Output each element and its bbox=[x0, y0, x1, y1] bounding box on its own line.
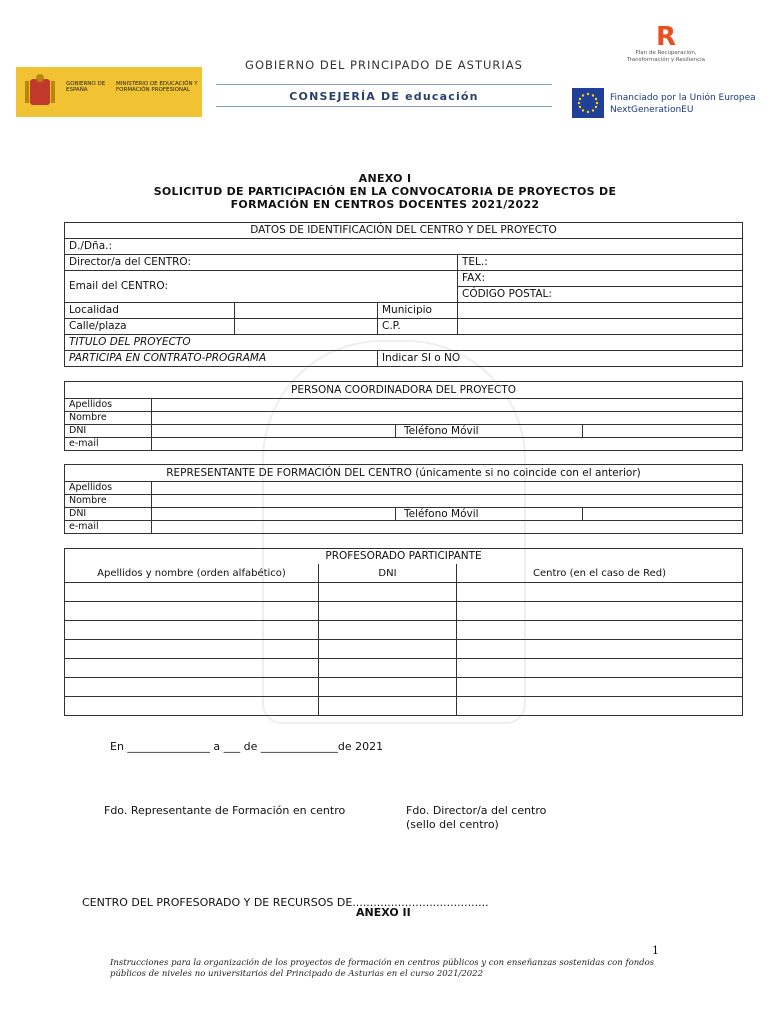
prof-row-2-name[interactable] bbox=[65, 602, 319, 621]
prof-row-7-name[interactable] bbox=[65, 697, 319, 716]
rep-apellidos-input[interactable] bbox=[152, 482, 743, 495]
prof-row-4-name[interactable] bbox=[65, 640, 319, 659]
header-divider-top bbox=[216, 84, 552, 85]
prof-row-1-dni[interactable] bbox=[319, 583, 457, 602]
prof-row-6-name[interactable] bbox=[65, 678, 319, 697]
coord-dni-label: DNI bbox=[65, 425, 152, 438]
rep-nombre-input[interactable] bbox=[152, 495, 743, 508]
prof-row-1-centro[interactable] bbox=[457, 583, 743, 602]
localidad-label: Localidad bbox=[65, 303, 235, 319]
calle-input[interactable] bbox=[235, 319, 378, 335]
prof-row-4-centro[interactable] bbox=[457, 640, 743, 659]
participa-label: PARTICIPA EN CONTRATO-PROGRAMA bbox=[65, 351, 378, 367]
fdo-representante: Fdo. Representante de Formación en centro bbox=[104, 804, 346, 817]
fax-field[interactable]: FAX: bbox=[458, 271, 743, 287]
dona-field[interactable]: D./Dña.: bbox=[65, 239, 743, 255]
footer-instructions bbox=[110, 958, 654, 980]
rep-email-label: e-mail bbox=[65, 521, 152, 534]
prof-row-1-name[interactable] bbox=[65, 583, 319, 602]
prof-row-3-name[interactable] bbox=[65, 621, 319, 640]
coordinadora-table bbox=[64, 381, 743, 451]
col-centro: Centro (en el caso de Red) bbox=[457, 564, 743, 583]
prof-row-3-centro[interactable] bbox=[457, 621, 743, 640]
coord-telefono-label: Teléfono Móvil bbox=[396, 425, 583, 438]
prof-row-2-dni[interactable] bbox=[319, 602, 457, 621]
eu-line2: NextGenerationEU bbox=[610, 105, 694, 115]
prof-row-6-dni[interactable] bbox=[319, 678, 457, 697]
prof-row-7-dni[interactable] bbox=[319, 697, 457, 716]
datos-header: DATOS DE IDENTIFICACIÓN DEL CENTRO Y DEL PROYECTO bbox=[65, 223, 743, 239]
rep-apellidos-label: Apellidos bbox=[65, 482, 152, 495]
municipio-input[interactable] bbox=[458, 303, 743, 319]
col-dni: DNI bbox=[319, 564, 457, 583]
fdo-director: Fdo. Director/a del centro bbox=[406, 804, 547, 817]
coord-nombre-label: Nombre bbox=[65, 412, 152, 425]
prtr-line2: Transformación y Resiliencia bbox=[626, 56, 706, 63]
centro-profesorado-line[interactable]: CENTRO DEL PROFESORADO Y DE RECURSOS DE....................................... bbox=[82, 896, 489, 909]
coord-nombre-input[interactable] bbox=[152, 412, 743, 425]
datos-identificacion-table bbox=[64, 222, 743, 367]
coord-apellidos-input[interactable] bbox=[152, 399, 743, 412]
cp-input[interactable] bbox=[458, 319, 743, 335]
eu-flag-icon bbox=[572, 88, 604, 118]
gov-logo-text: GOBIERNO DE ESPAÑA bbox=[66, 81, 106, 93]
prof-row-7-centro[interactable] bbox=[457, 697, 743, 716]
rep-dni-input[interactable] bbox=[152, 508, 396, 521]
footer-line2: públicos de niveles no universitarios del Principado de Asturias en el curso 2021/2022 bbox=[110, 969, 483, 979]
prof-row-5-dni[interactable] bbox=[319, 659, 457, 678]
anexo-ii-title: ANEXO II bbox=[356, 906, 411, 919]
rep-telefono-input[interactable] bbox=[583, 508, 743, 521]
rep-telefono-label: Teléfono Móvil bbox=[396, 508, 583, 521]
header-divider-bottom bbox=[216, 106, 552, 107]
municipio-label: Municipio bbox=[378, 303, 458, 319]
prof-row-3-dni[interactable] bbox=[319, 621, 457, 640]
codigo-postal-field[interactable]: CÓDIGO POSTAL: bbox=[458, 287, 743, 303]
coat-of-arms-icon bbox=[22, 73, 58, 111]
director-field[interactable]: Director/a del CENTRO: bbox=[65, 255, 458, 271]
gobierno-asturias-title: GOBIERNO DEL PRINCIPADO DE ASTURIAS bbox=[245, 58, 523, 72]
fecha-line[interactable]: En _______________ a ___ de ______________de 2021 bbox=[110, 740, 384, 753]
prof-row-5-centro[interactable] bbox=[457, 659, 743, 678]
prtr-r-icon: R bbox=[655, 22, 677, 52]
col-apellidos-nombre: Apellidos y nombre (orden alfabético) bbox=[65, 564, 319, 583]
profesorado-table bbox=[64, 548, 743, 716]
representante-header: REPRESENTANTE DE FORMACIÓN DEL CENTRO (únicamente si no coincide con el anterior) bbox=[65, 465, 743, 482]
consejeria-title: CONSEJERÍA DE educación bbox=[289, 90, 479, 103]
localidad-input[interactable] bbox=[235, 303, 378, 319]
coord-email-label: e-mail bbox=[65, 438, 152, 451]
document-title bbox=[60, 172, 710, 211]
coord-dni-input[interactable] bbox=[152, 425, 396, 438]
profesorado-header: PROFESORADO PARTICIPANTE bbox=[65, 549, 743, 565]
rep-dni-label: DNI bbox=[65, 508, 152, 521]
ministry-logo-text: MINISTERIO DE EDUCACIÓN Y FORMACIÓN PROFESIONAL bbox=[116, 81, 198, 93]
gobierno-espana-logo bbox=[16, 67, 202, 117]
title-line2: SOLICITUD DE PARTICIPACIÓN EN LA CONVOCATORIA DE PROYECTOS DE bbox=[153, 185, 617, 198]
rep-email-input[interactable] bbox=[152, 521, 743, 534]
prof-row-4-dni[interactable] bbox=[319, 640, 457, 659]
prtr-line1: Plan de Recuperación, bbox=[635, 50, 697, 56]
eu-funding-text bbox=[610, 92, 756, 116]
representante-table bbox=[64, 464, 743, 534]
title-line1: ANEXO I bbox=[358, 172, 412, 185]
footer-line1: Instrucciones para la organización de los proyectos de formación en centros públicos y con enseñanzas sostenidas con fondos bbox=[110, 958, 655, 968]
titulo-proyecto-field[interactable]: TITULO DEL PROYECTO bbox=[65, 335, 743, 351]
coord-email-input[interactable] bbox=[152, 438, 743, 451]
calle-label: Calle/plaza bbox=[65, 319, 235, 335]
cp-label: C.P. bbox=[378, 319, 458, 335]
coord-telefono-input[interactable] bbox=[583, 425, 743, 438]
rep-nombre-label: Nombre bbox=[65, 495, 152, 508]
sello-centro: (sello del centro) bbox=[406, 818, 499, 831]
email-centro-field[interactable]: Email del CENTRO: bbox=[65, 271, 458, 303]
plan-recuperacion-logo bbox=[610, 24, 722, 84]
indicar-si-no-field[interactable]: Indicar SI o NO bbox=[378, 351, 743, 367]
page-number: 1 bbox=[652, 944, 659, 957]
coordinadora-header: PERSONA COORDINADORA DEL PROYECTO bbox=[65, 382, 743, 399]
tel-field[interactable]: TEL.: bbox=[458, 255, 743, 271]
prof-row-5-name[interactable] bbox=[65, 659, 319, 678]
eu-line1: Financiado por la Unión Europea bbox=[610, 93, 756, 103]
title-line3: FORMACIÓN EN CENTROS DOCENTES 2021/2022 bbox=[230, 198, 540, 211]
prof-row-6-centro[interactable] bbox=[457, 678, 743, 697]
coord-apellidos-label: Apellidos bbox=[65, 399, 152, 412]
prof-row-2-centro[interactable] bbox=[457, 602, 743, 621]
